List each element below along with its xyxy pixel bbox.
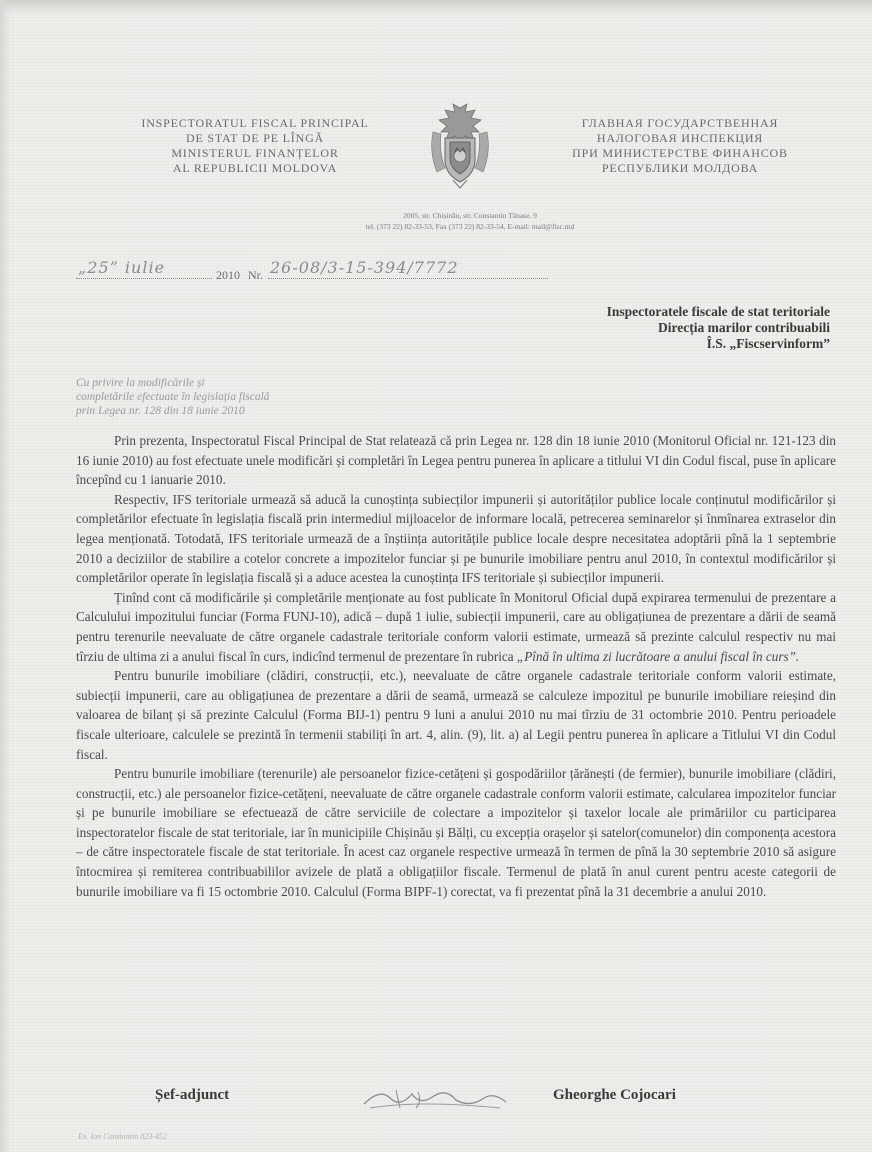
header-right-line: РЕСПУБЛИКИ МОЛДОВА [601, 161, 759, 175]
reference-line [70, 258, 550, 284]
paragraph-3-text: Ținînd cont că modificările și completările menționate au fost publicate în Monitorul Oficial după expirarea termenului de prezentare a Calculului impozitului funciar (Forma FUNJ-10), adică – după 1 iulie, subiecții impunerii, care au obligațiunea de prezentare a dării de seamă pentru terenurile neevaluate de către organele cadastrale teritoriale conform valorii estimate, urmează să prezinte calculul respectiv nu mai tîrziu de ultima zi a anului fiscal în curs, indicînd termenul de prezentare în rubrica [76, 589, 836, 664]
scan-edge-top [0, 0, 872, 14]
header-right-line: НАЛОГОВАЯ ИНСПЕКЦИЯ [596, 131, 764, 145]
signer-title: Șef-adjunct [155, 1087, 230, 1103]
moldova-coat-of-arms-icon [425, 102, 495, 190]
subject-line: completările efectuate în legislația fiscală [76, 391, 270, 403]
contact-line: tel. (373 22) 82-33-53, Fax (373 22) 82-33-54, E-mail: mail@fisc.md [365, 222, 575, 231]
header-left-romanian [120, 116, 390, 176]
header-left-line: AL REPUBLICII MOLDOVA [172, 161, 338, 175]
handwritten-signature [360, 1084, 510, 1112]
body-paragraph-2: Respectiv, IFS teritoriale urmează să aducă la cunoștința subiecților impunerii și autorităților publice locale conținutul modificărilor și completărilor efectuate în legislația fiscală prin intermediul mijloacelor de informare locală, petrecerea seminarelor și înmînarea extraselor din legea menționată. Totodată, IFS teritoriale urmează de a înștiința autoritățile publice locale despre necesitatea adoptării pînă la 1 septembrie 2010 a deciziilor de stabilire a cotelor concrete a impozitelor funciar și pe bunurile imobiliare pentru anul 2010, în contextul modificărilor și completărilor operate în legislația fiscală și a aduce acestea la cunoștința IFS teritoriale și subiecților impunerii. [76, 491, 836, 586]
address-line: 2005, str. Chișinău, str. Constantin Tănase, 9 [403, 211, 537, 220]
paragraph-3-italic-quote: „Pînă în ultima zi lucrătoare a anului fiscal în curs”. [516, 648, 800, 664]
header-right-line: ГЛАВНАЯ ГОСУДАРСТВЕННАЯ [581, 116, 779, 130]
scan-edge-left [0, 0, 10, 1152]
nr-label: Nr. [248, 268, 263, 282]
letterhead-address [260, 210, 680, 232]
recipients-block [607, 304, 830, 352]
recipient-line: Direcția marilor contribuabili [658, 320, 830, 335]
header-left-line: INSPECTORATUL FISCAL PRINCIPAL [141, 116, 369, 130]
recipient-line: Î.S. „Fiscservinform” [706, 336, 830, 351]
letter-body [76, 431, 836, 901]
number-underline [268, 278, 548, 279]
subject-line: prin Legea nr. 128 din 18 iunie 2010 [76, 405, 245, 417]
handwritten-date: „25” iulie [78, 258, 166, 277]
executor-note: Ex. Ion Constantin 823-452 [78, 1132, 167, 1141]
signer-name: Gheorghe Cojocari [553, 1087, 676, 1103]
recipient-line: Inspectoratele fiscale de stat teritoriale [606, 304, 830, 319]
body-paragraph-5: Pentru bunurile imobiliare (terenurile) ale persoanelor fizice-cetățeni și gospodăriilor țărănești (de fermier), bunurile imobiliare (clădiri, construcții, etc.) ale persoanelor fizice-cetățeni, neevaluate de către organele cadastrale conform valorii estimate, calcularea impozitelor funciar și pe bunurile imobiliare se efectuează de către serviciile de colectare a impozitelor și taxelor locale ale primăriilor cu participarea inspectoratelor fiscale de stat teritoriale, iar în municipiile Chișinău și Bălți, cu excepția orașelor și satelor(comunelor) din componența acestora – de către inspectoratele fiscale de stat teritoriale. În acest caz organele respective urmează în termen de pînă la 30 septembrie 2010 să asigure întocmirea și remiterea contribuabililor avizele de plată a obligațiilor fiscale. Termenul de plată în anul curent pentru aceste categorii de bunurile imobiliare va fi 15 octombrie 2010. Calculul (Forma BIPF-1) corectat, va fi prezentat pînă la 31 decembrie a anului 2010. [76, 766, 836, 899]
year-printed: 2010 [216, 268, 240, 282]
subject-block [76, 376, 376, 418]
header-right-russian [545, 116, 815, 176]
header-left-line: DE STAT DE PE LÎNGĂ [185, 131, 324, 145]
body-paragraph-4: Pentru bunurile imobiliare (clădiri, construcții, etc.), neevaluate de către organele cadastrale teritoriale conform valorii estimate, subiecții impunerii, care au obligațiunea de prezentare a dării de seamă, urmează se calculeze impozitul pe bunurile imobiliare reieșind din valoarea de bilanț și să prezinte Calculul (Forma BIJ-1) pentru 9 luni a anului 2010 nu mai tîrziu de 31 octombrie 2010. Pentru perioadele fiscale ulterioare, calculele se prezintă în termenii stabiliți în art. 4, alin. (9), lit. a) al Legii pentru punerea în aplicare a Titlului VI din Codul fiscal. [76, 668, 836, 762]
header-right-line: ПРИ МИНИСТЕРСТВЕ ФИНАНСОВ [572, 146, 788, 160]
subject-line: Cu privire la modificările și [76, 377, 205, 389]
header-left-line: MINISTERUL FINANȚELOR [171, 146, 339, 160]
date-underline [76, 278, 212, 279]
signature-row [155, 1084, 755, 1114]
body-paragraph-1: Prin prezenta, Inspectoratul Fiscal Principal de Stat relatează că prin Legea nr. 128 din 18 iunie 2010 (Monitorul Oficial nr. 121-123 din 16 iunie 2010) au fost efectuate unele modificări și completări în Legea pentru punerea în aplicare a titlului VI din Codul fiscal, puse în aplicare începînd cu 1 ianuarie 2010. [76, 433, 836, 488]
body-paragraph-3 [76, 588, 836, 666]
handwritten-reg-number: 26-08/3-15-394/7772 [270, 258, 459, 277]
